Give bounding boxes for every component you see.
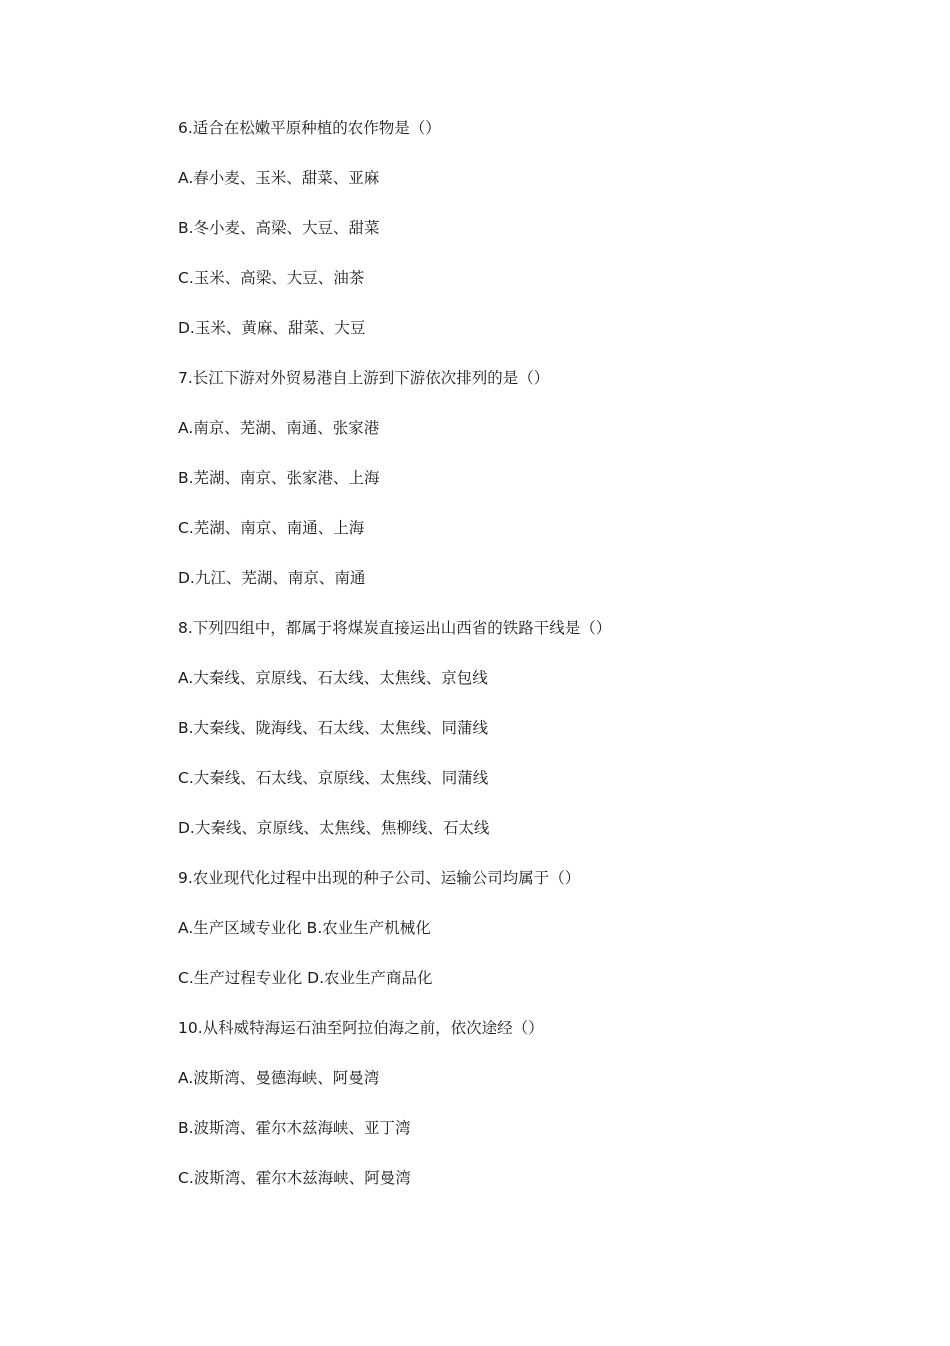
question-6-option-a: A.春小麦、玉米、甜菜、亚麻 bbox=[178, 169, 380, 187]
question-10-option-a: A.波斯湾、曼德海峡、阿曼湾 bbox=[178, 1069, 380, 1087]
question-8-option-b: B.大秦线、陇海线、石太线、太焦线、同蒲线 bbox=[178, 719, 489, 737]
question-7-option-d: D.九江、芜湖、南京、南通 bbox=[178, 569, 366, 587]
question-7-stem: 7.长江下游对外贸易港自上游到下游依次排列的是（） bbox=[178, 369, 550, 387]
question-8-option-a: A.大秦线、京原线、石太线、太焦线、京包线 bbox=[178, 669, 488, 687]
question-9-stem: 9.农业现代化过程中出现的种子公司、运输公司均属于（） bbox=[178, 869, 581, 887]
document-page bbox=[178, 114, 878, 1214]
question-9-options-cd: C.生产过程专业化 D.农业生产商品化 bbox=[178, 969, 433, 987]
question-7-option-c: C.芜湖、南京、南通、上海 bbox=[178, 519, 365, 537]
question-6-option-b: B.冬小麦、高梁、大豆、甜菜 bbox=[178, 219, 380, 237]
question-7-option-a: A.南京、芜湖、南通、张家港 bbox=[178, 419, 380, 437]
question-8-stem: 8.下列四组中，都属于将煤炭直接运出山西省的铁路干线是（） bbox=[178, 619, 612, 637]
question-10-option-b: B.波斯湾、霍尔木兹海峡、亚丁湾 bbox=[178, 1119, 411, 1137]
question-7-option-b: B.芜湖、南京、张家港、上海 bbox=[178, 469, 380, 487]
question-8-option-c: C.大秦线、石太线、京原线、太焦线、同蒲线 bbox=[178, 769, 489, 787]
question-10-option-c: C.波斯湾、霍尔木兹海峡、阿曼湾 bbox=[178, 1169, 411, 1187]
question-10-stem: 10.从科威特海运石油至阿拉伯海之前，依次途经（） bbox=[178, 1019, 544, 1037]
question-6-stem: 6.适合在松嫩平原种植的农作物是（） bbox=[178, 119, 441, 137]
question-9-options-ab: A.生产区域专业化 B.农业生产机械化 bbox=[178, 919, 431, 937]
question-8-option-d: D.大秦线、京原线、太焦线、焦柳线、石太线 bbox=[178, 819, 490, 837]
question-6-option-c: C.玉米、高梁、大豆、油茶 bbox=[178, 269, 365, 287]
question-6-option-d: D.玉米、黄麻、甜菜、大豆 bbox=[178, 319, 366, 337]
